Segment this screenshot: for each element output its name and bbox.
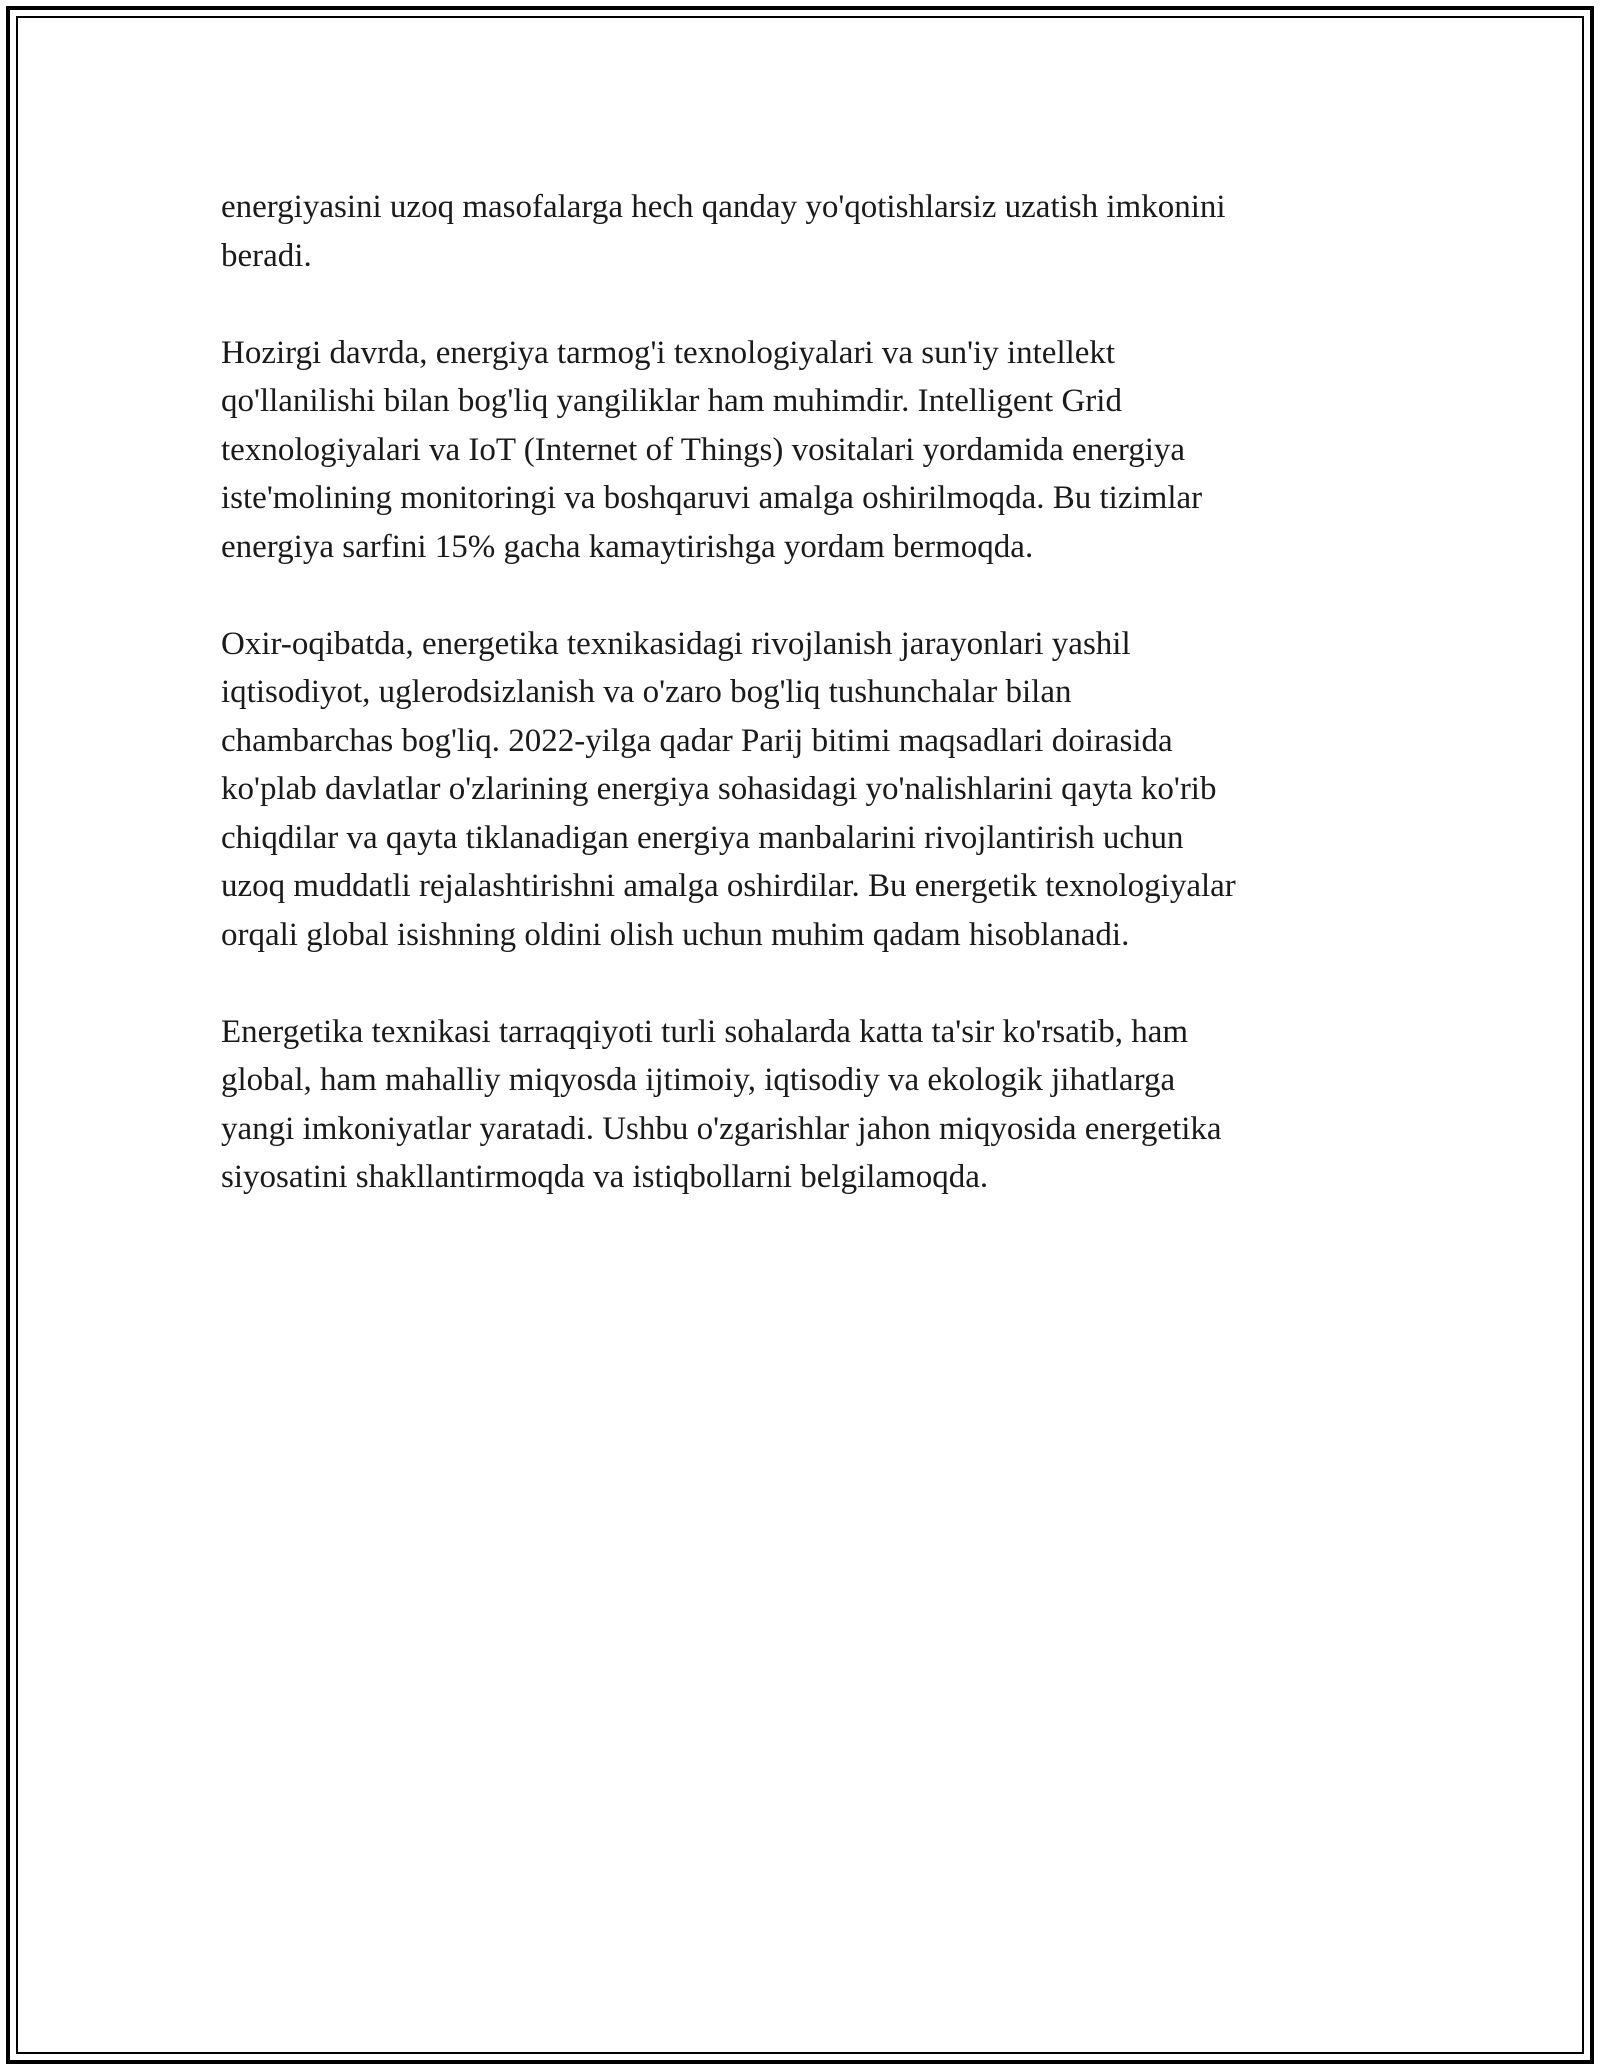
paragraph-4: Energetika texnikasi tarraqqiyoti turli sohalarda katta ta'sir ko'rsatib, ham global, ham mahalliy miqyosda ijtimoiy, iqtisodiy va ekologik jihatlarga yangi imkoniyatlar yaratadi. Ushbu o'zgarishlar jahon miqyosida energetika siyosatini shakllantirmoqda va istiqbollarni belgilamoqda. xyxy=(221,1013,1222,1195)
paragraph-3: Oxir-oqibatda, energetika texnikasidagi rivojlanish jarayonlari yashil iqtisodiyot, uglerodsizlanish va o'zaro bog'liq tushunchalar bilan chambarchas bog'liq. 2022-yilga qadar Parij bitimi maqsadlari doirasida ko'plab davlatlar o'zlarining energiya sohasidagi yo'nalishlarini qayta ko'rib chiqdilar va qayta tiklanadigan energiya manbalarini rivojlantirish uchun uzoq muddatli rejalashtirishni amalga oshirdilar. Bu energetik texnologiyalar orqali global isishning oldini olish uchun muhim qadam hisoblanadi. xyxy=(221,625,1236,953)
paragraph-2: Hozirgi davrda, energiya tarmog'i texnologiyalari va sun'iy intellekt qo'llanilishi bilan bog'liq yangiliklar ham muhimdir. Intelligent Grid texnologiyalari va IoT (Internet of Things) vositalari yordamida energiya iste'molining monitoringi va boshqaruvi amalga oshirilmoqda. Bu tizimlar energiya sarfini 15% gacha kamaytirishga yordam bermoqda. xyxy=(221,334,1203,565)
paragraph-1: energiyasini uzoq masofalarga hech qanday yo'qotishlarsiz uzatish imkonini beradi. xyxy=(221,189,1226,274)
document-body xyxy=(221,183,1391,1250)
